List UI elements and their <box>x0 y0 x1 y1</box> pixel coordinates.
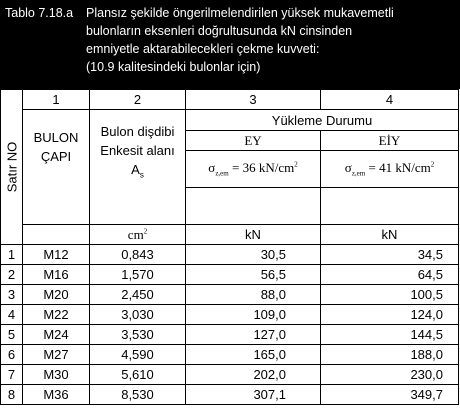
bolt-diameter-header <box>23 110 90 225</box>
thread-area: 0,843 <box>90 245 186 265</box>
ey-force: 127,0 <box>186 325 321 345</box>
ey-header-blank <box>186 188 321 225</box>
thread-area: 3,530 <box>90 325 186 345</box>
area-unit: $cm^2$ <box>90 225 186 245</box>
row-number: 2 <box>1 265 23 285</box>
load-case-header: Yükleme Durumu <box>186 110 459 131</box>
table-title-line-1: Plansız şekilde öngerilmelendirilen yüksek mukavemetli <box>86 6 394 20</box>
table-caption <box>0 0 460 89</box>
thread-area-header-line-1: Bulon dişdibi <box>100 124 175 139</box>
bolt-diameter-header-line-2: ÇAPI <box>40 149 72 164</box>
ey-force: 307,1 <box>186 385 321 405</box>
row-number: 7 <box>1 365 23 385</box>
bolt-diameter-unit <box>23 225 90 245</box>
row-number: 4 <box>1 305 23 325</box>
thread-area-header <box>90 110 186 225</box>
row-number-header-text: Satır NO <box>4 141 19 193</box>
row-number: 3 <box>1 285 23 305</box>
table-title <box>86 4 394 76</box>
bolt-diameter-header-line-1: BULON <box>33 130 79 145</box>
row-number: 8 <box>1 385 23 405</box>
bolt-size: M30 <box>23 365 90 385</box>
eiy-force: 64,5 <box>321 265 459 285</box>
eiy-force: 188,0 <box>321 345 459 365</box>
eiy-header: EİY <box>321 131 459 151</box>
table-row <box>1 305 459 325</box>
column-number-1: 1 <box>23 90 90 110</box>
table-row <box>1 245 459 265</box>
thread-area-symbol: $A_s$ <box>131 162 144 180</box>
unit-row <box>1 225 459 245</box>
row-number: 6 <box>1 345 23 365</box>
table-title-line-2: bulonların eksenleri doğrultusunda kN cinsinden <box>86 24 353 38</box>
row-number-header <box>1 90 23 245</box>
eiy-force: 124,0 <box>321 305 459 325</box>
column-number-row <box>1 90 459 110</box>
table-row <box>1 285 459 305</box>
eiy-force: 34,5 <box>321 245 459 265</box>
table-row <box>1 265 459 285</box>
eiy-force: 349,7 <box>321 385 459 405</box>
thread-area: 2,450 <box>90 285 186 305</box>
column-number-3: 3 <box>186 90 321 110</box>
ey-force: 88,0 <box>186 285 321 305</box>
bolt-size: M24 <box>23 325 90 345</box>
thread-area: 4,590 <box>90 345 186 365</box>
ey-force: 56,5 <box>186 265 321 285</box>
ey-header: EY <box>186 131 321 151</box>
bolt-size: M12 <box>23 245 90 265</box>
bolt-size: M22 <box>23 305 90 325</box>
column-number-2: 2 <box>90 90 186 110</box>
table-row <box>1 385 459 405</box>
bolt-size: M36 <box>23 385 90 405</box>
eiy-force: 230,0 <box>321 365 459 385</box>
thread-area: 3,030 <box>90 305 186 325</box>
row-number: 5 <box>1 325 23 345</box>
thread-area: 5,610 <box>90 365 186 385</box>
thread-area: 1,570 <box>90 265 186 285</box>
table-number: Tablo 7.18.a <box>5 6 74 20</box>
eiy-header-blank <box>321 188 459 225</box>
table-row <box>1 345 459 365</box>
ey-force: 109,0 <box>186 305 321 325</box>
thread-area: 8,530 <box>90 385 186 405</box>
table-title-line-4: (10.9 kalitesindeki bulonlar için) <box>86 60 261 74</box>
table-title-line-3: emniyetle aktarabilecekleri çekme kuvveti: <box>86 42 320 56</box>
row-number: 1 <box>1 245 23 265</box>
eiy-unit: kN <box>321 225 459 245</box>
ey-allowable-stress: $\sigma_{z,em} = 36$ $kN/cm^2$ <box>186 151 321 188</box>
table-row <box>1 325 459 345</box>
eiy-force: 144,5 <box>321 325 459 345</box>
bolt-size: M27 <box>23 345 90 365</box>
ey-force: 202,0 <box>186 365 321 385</box>
table-row <box>1 365 459 385</box>
ey-force: 30,5 <box>186 245 321 265</box>
ey-unit: kN <box>186 225 321 245</box>
column-number-4: 4 <box>321 90 459 110</box>
bolt-size: M16 <box>23 265 90 285</box>
ey-force: 165,0 <box>186 345 321 365</box>
bolt-tension-table <box>0 89 459 405</box>
load-case-row <box>1 110 459 131</box>
eiy-allowable-stress: $\sigma_{z,em} = 41$ $kN/cm^2$ <box>321 151 459 188</box>
thread-area-header-line-2: Enkesit alanı <box>100 143 175 158</box>
bolt-size: M20 <box>23 285 90 305</box>
eiy-force: 100,5 <box>321 285 459 305</box>
